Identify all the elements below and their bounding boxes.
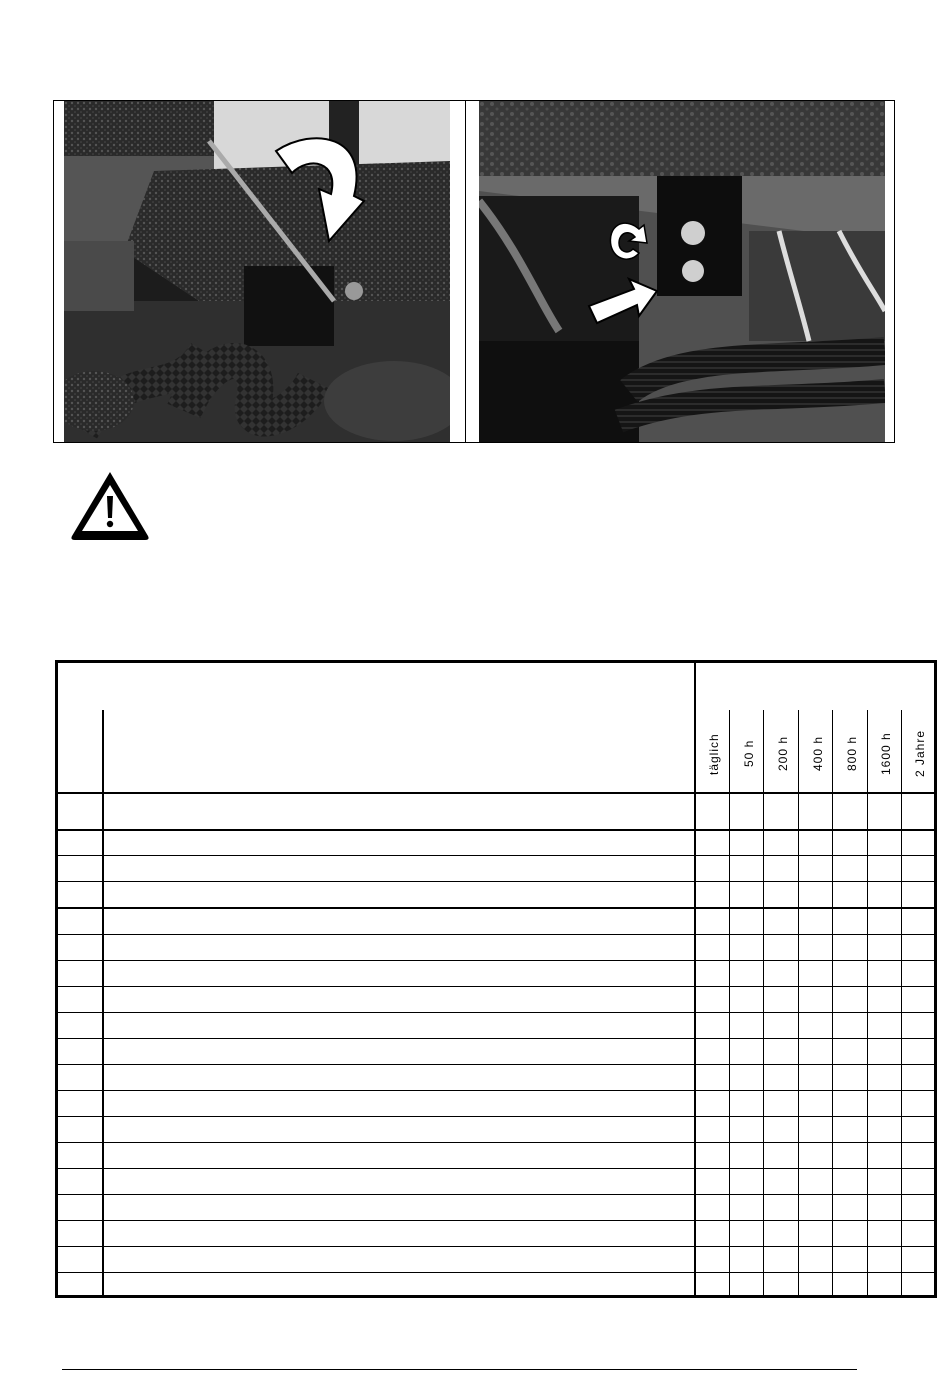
header-bottom-rule <box>58 792 934 794</box>
row-divider <box>58 1012 934 1013</box>
row-divider <box>58 1168 934 1169</box>
row-divider <box>58 855 934 856</box>
table-header <box>58 663 934 792</box>
row-divider <box>58 1194 934 1195</box>
row-divider <box>58 1246 934 1247</box>
row-divider <box>58 829 934 831</box>
col-divider <box>867 710 868 1295</box>
photo-seat-lever <box>64 101 450 442</box>
header-interval-50h: 50 h <box>742 739 756 767</box>
header-interval-400h: 400 h <box>811 735 825 771</box>
header-interval-daily: täglich <box>707 733 721 775</box>
row-divider <box>58 1272 934 1273</box>
photo-strip <box>53 100 895 443</box>
row-divider <box>58 1142 934 1143</box>
row-divider <box>58 934 934 935</box>
col-divider <box>729 710 730 1295</box>
photo-seat-latch <box>479 101 885 442</box>
row-divider <box>58 960 934 961</box>
row-divider <box>58 907 934 909</box>
row-divider <box>58 986 934 987</box>
row-divider <box>58 881 934 882</box>
row-divider <box>58 1038 934 1039</box>
col-divider <box>832 710 833 1295</box>
footer-rule <box>62 1369 857 1370</box>
col-divider <box>798 710 799 1295</box>
row-divider <box>58 1090 934 1091</box>
header-interval-2years: 2 Jahre <box>913 729 927 777</box>
row-divider <box>58 1064 934 1065</box>
maintenance-table <box>55 660 937 1298</box>
col-divider <box>901 710 902 1295</box>
row-divider <box>58 1220 934 1221</box>
header-interval-200h: 200 h <box>776 735 790 771</box>
col-divider <box>763 710 764 1295</box>
col-divider-number <box>102 710 104 1295</box>
col-divider-description <box>694 663 696 1295</box>
header-interval-1600h: 1600 h <box>879 732 893 775</box>
warning-triangle-icon <box>68 468 152 542</box>
photo-divider <box>465 101 466 442</box>
row-divider <box>58 1116 934 1117</box>
header-interval-800h: 800 h <box>845 735 859 771</box>
